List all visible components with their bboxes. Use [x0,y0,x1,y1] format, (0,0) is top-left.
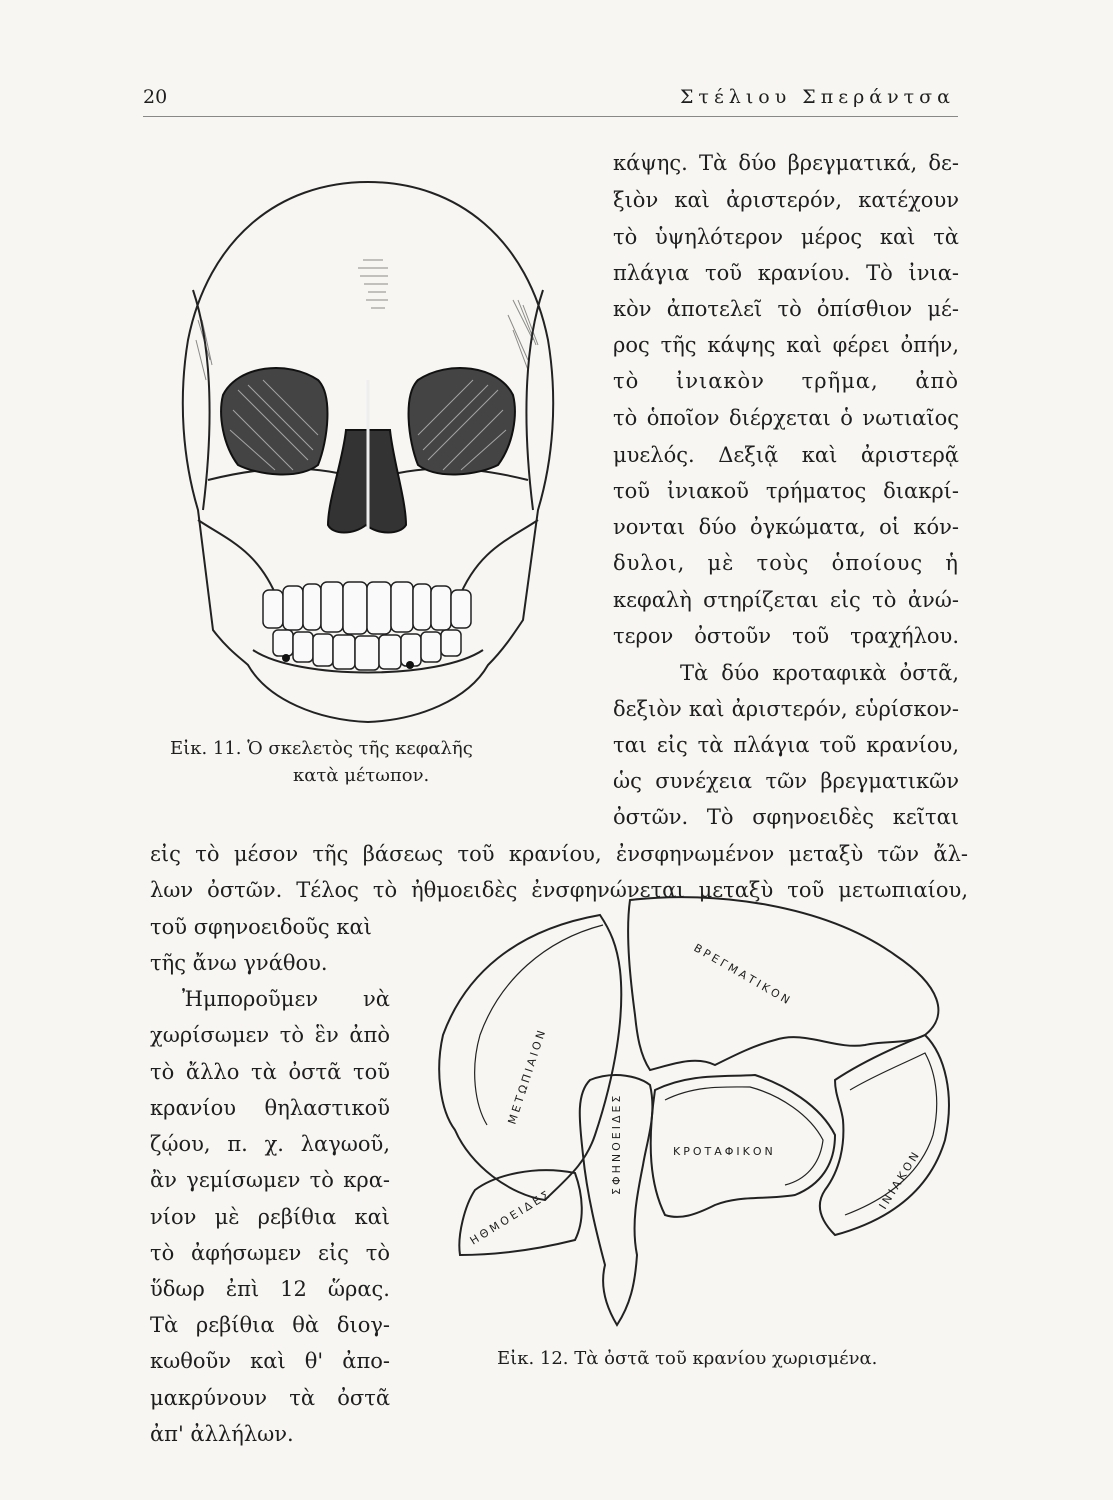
text-line: δεξιὸν καὶ ἀριστερόν, εὑρίσκον- [613,697,959,721]
label-parietal: ΒΡΕΓΜΑΤΙΚΟΝ [691,941,795,1009]
text-line: κεφαλὴ στηρίζεται εἰς τὸ ἀνώ- [613,588,959,612]
label-occipital: ΙΝΙΑΚΟΝ [876,1147,924,1212]
text-line: πλάγια τοῦ κρανίου. Τὸ ἰνια- [613,261,959,285]
skull-front-illustration [168,180,568,725]
text-line: τερον ὀστοῦν τοῦ τραχήλου. [613,624,959,648]
figure11-caption-line1: Εἰκ. 11. Ὁ σκελετὸς τῆς κεφαλῆς [170,738,473,759]
text-line: εἰς τὸ μέσον τῆς βάσεως τοῦ κρανίου, ἐνσφηνωμένον μεταξὺ τῶν ἄλ- [150,842,968,866]
left-orbit [221,368,327,474]
text-line: ἂν γεμίσωμεν τὸ κρα- [150,1168,390,1192]
upper-teeth [263,582,471,634]
text-line: ρος τῆς κάψης καὶ φέρει ὀπήν, [613,333,959,357]
figure11-caption-line2: κατὰ μέτωπον. [293,765,430,786]
text-line: κρανίου θηλαστικοῦ [150,1096,390,1120]
lower-teeth [273,630,461,670]
text-line: δυλοι, μὲ τοὺς ὁποίους ἡ [613,551,959,575]
text-line: τοῦ σφηνοειδοῦς καὶ [150,915,372,939]
text-line: λων ὀστῶν. Τέλος τὸ ἠθμοειδὲς ἐνσφηνώνεται μεταξὺ τοῦ μετωπιαίου, [150,878,968,902]
text-line: τὸ ὁποῖον διέρχεται ὁ νωτιαῖος [613,406,959,430]
text-line: ὀστῶν. Τὸ σφηνοειδὲς κεῖται [613,805,959,829]
text-line: ξιὸν καὶ ἀριστερόν, κατέχουν [613,188,959,212]
text-line: κάψης. Τὰ δύο βρεγματικά, δε- [613,151,959,175]
text-line: νίον μὲ ρεβίθια καὶ [150,1205,390,1229]
text-line: τῆς ἄνω γνάθου. [150,951,328,975]
cheek-line-right [458,520,538,600]
text-line: χωρίσωμεν τὸ ἓν ἀπὸ [150,1023,390,1047]
label-ethmoid: ΗΘΜΟΕΙΔΕΣ [467,1186,555,1248]
text-line: ὡς συνέχεια τῶν βρεγματικῶν [613,769,959,793]
text-line: Τὰ δύο κροταφικὰ ὀστᾶ, [680,661,959,685]
running-head: Στέλιου Σπεράντσα [680,86,955,108]
cheek-line-left [198,520,278,600]
text-line: τὸ ἰνιακὸν τρῆμα, ἀπὸ [613,369,959,393]
text-line: τὸ ἄλλο τὰ ὀστᾶ τοῦ [150,1060,390,1084]
page-number: 20 [143,86,168,108]
text-line: Τὰ ρεβίθια θὰ διογ- [150,1313,390,1337]
parietal-bone-outline [628,897,938,1070]
figure12-caption: Εἰκ. 12. Τὰ ὀστᾶ τοῦ κρανίου χωρισμένα. [497,1348,878,1369]
text-line: τὸ ὑψηλότερον μέρος καὶ τὰ [613,225,959,249]
text-line: νονται δύο ὀγκώματα, οἱ κόν- [613,515,959,539]
text-line: κωθοῦν καὶ θ' ἀπο- [150,1349,390,1373]
label-sphenoid: ΣΦΗΝΟΕΙΔΕΣ [610,1092,623,1195]
label-temporal: ΚΡΟΤΑΦΙΚΟΝ [673,1145,776,1158]
text-line: ὕδωρ ἐπὶ 12 ὥρας. [150,1277,390,1301]
right-temporal-line [526,290,543,510]
text-line: ἀπ' ἀλλήλων. [150,1422,294,1446]
header-rule [143,116,958,117]
text-line: ζῴου, π. χ. λαγωοῦ, [150,1132,390,1156]
text-line: μακρύνουν τὰ ὀστᾶ [150,1386,390,1410]
text-line: τοῦ ἰνιακοῦ τρήματος διακρί- [613,479,959,503]
skull-bones-diagram [425,895,965,1335]
label-frontal: ΜΕΤΩΠΙΑΙΟΝ [505,1026,549,1126]
text-line: τὸ ἀφήσωμεν εἰς τὸ [150,1241,390,1265]
left-temporal-line [193,290,210,510]
text-line: ται εἰς τὰ πλάγια τοῦ κρανίου, [613,733,959,757]
text-line: μυελός. Δεξιᾷ καὶ ἀριστερᾷ [613,443,959,467]
text-line: κὸν ἀποτελεῖ τὸ ὀπίσθιον μέ- [613,297,959,321]
text-line: Ἠμποροῦμεν νὰ [182,987,390,1011]
right-orbit [409,368,515,474]
